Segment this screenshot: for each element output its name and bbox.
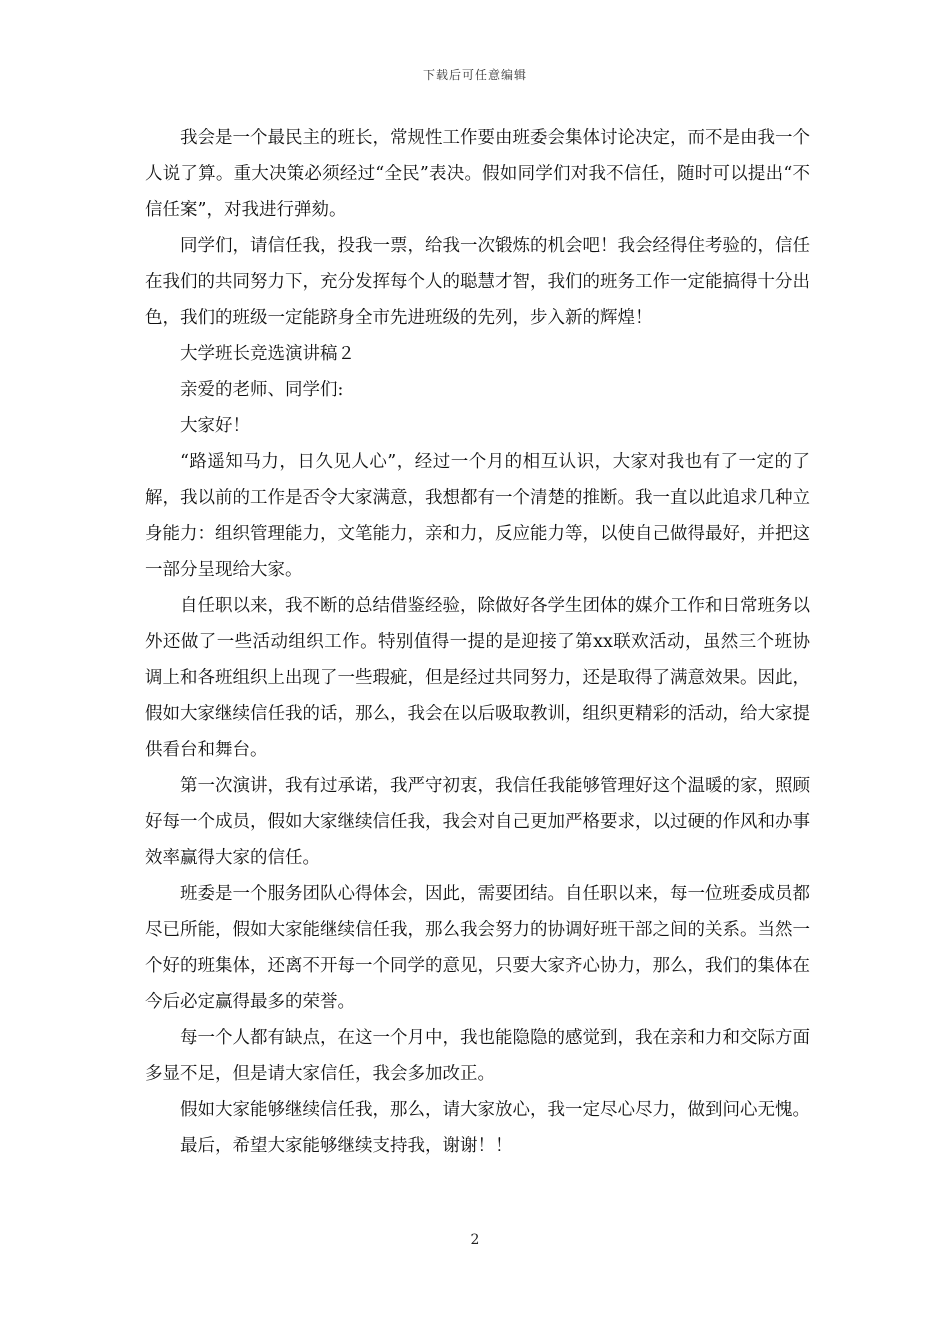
section-title: 大学班长竞选演讲稿２ (180, 344, 355, 364)
paragraph-3: “路遥知马力，日久见人心”，经过一个月的相互认识，大家对我也有了一定的了解，我以前的工作是否令大家满意，我想都有一个清楚的推断。我一直以此追求几种立身能力：组织管理能力，文笔能力，亲和力，反应能力等，以使自己做得最好，并把这一部分呈现给大家。 (145, 452, 810, 580)
paragraph-4: 自任职以来，我不断的总结借鉴经验，除做好各学生团体的媒介工作和日常班务以外还做了一些活动组织工作。特别值得一提的是迎接了第xx联欢活动，虽然三个班协调上和各班组织上出现了一些瑕疵，但是经过共同努力，还是取得了满意效果。因此，假如大家继续信任我的话，那么，我会在以后吸取教训，组织更精彩的活动，给大家提供看台和舞台。 (145, 596, 810, 760)
page-number: 2 (470, 1232, 480, 1248)
greeting: 大家好！ (180, 416, 250, 436)
paragraph-1: 我会是一个最民主的班长，常规性工作要由班委会集体讨论决定，而不是由我一个人说了算。重大决策必须经过“全民”表决。假如同学们对我不信任，随时可以提出“不信任案”，对我进行弹劾。 (145, 128, 810, 220)
salutation: 亲爱的老师、同学们: (180, 380, 344, 400)
closing: 最后，希望大家能够继续支持我，谢谢！！ (180, 1136, 513, 1156)
paragraph-2: 同学们，请信任我，投我一票，给我一次锻炼的机会吧！我会经得住考验的，信任在我们的共同努力下，充分发挥每个人的聪慧才智，我们的班务工作一定能搞得十分出色，我们的班级一定能跻身全市先进班级的先列，步入新的辉煌！ (145, 236, 810, 328)
document-body (145, 120, 810, 1164)
paragraph-7: 每一个人都有缺点，在这一个月中，我也能隐隐的感觉到，我在亲和力和交际方面多显不足，但是请大家信任，我会多加改正。 (145, 1028, 810, 1084)
page-header: 下载后可任意编辑 (422, 68, 527, 82)
paragraph-5: 第一次演讲，我有过承诺，我严守初衷，我信任我能够管理好这个温暖的家，照顾好每一个成员，假如大家继续信任我，我会对自己更加严格要求，以过硬的作风和办事效率赢得大家的信任。 (145, 776, 810, 868)
paragraph-6: 班委是一个服务团队心得体会，因此，需要团结。自任职以来，每一位班委成员都尽已所能，假如大家能继续信任我，那么我会努力的协调好班干部之间的关系。当然一个好的班集体，还离不开每一个同学的意见，只要大家齐心协力，那么，我们的集体在今后必定赢得最多的荣誉。 (145, 884, 810, 1012)
paragraph-8: 假如大家能够继续信任我，那么，请大家放心，我一定尽心尽力，做到问心无愧。 (180, 1100, 810, 1120)
